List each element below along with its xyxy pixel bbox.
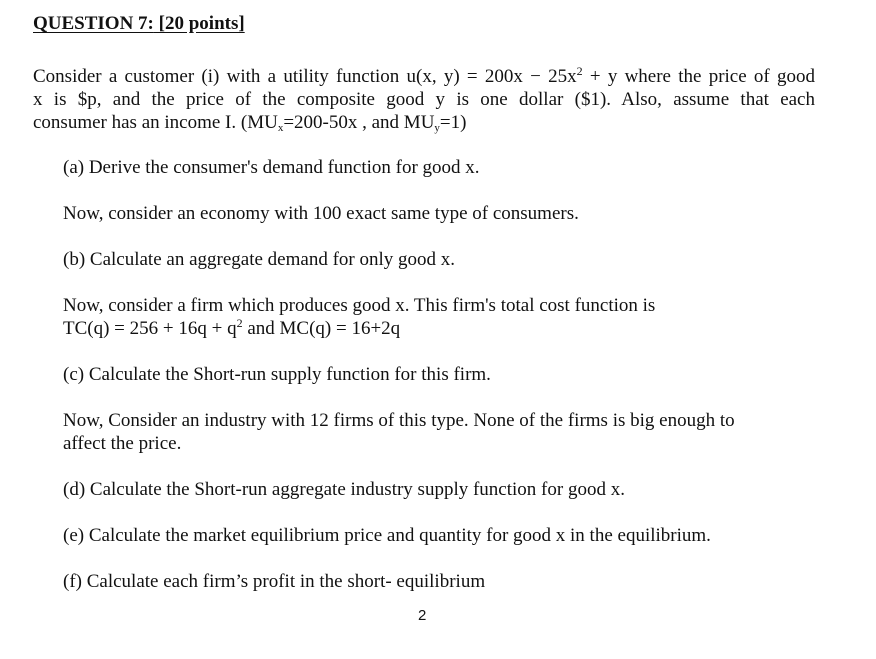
intro-paragraph bbox=[33, 65, 815, 134]
part-b: (b) Calculate an aggregate demand for only good x. bbox=[63, 249, 455, 270]
cost-function-text-b: and MC(q) = 16+2q bbox=[242, 318, 401, 339]
intro-line-3-subscript-x: x bbox=[277, 122, 284, 134]
intro-line-3-text-a: consumer has an income I. (MU bbox=[33, 112, 278, 133]
question-heading bbox=[33, 13, 245, 35]
intro-line-3-text-c: =1) bbox=[439, 112, 467, 133]
part-e: (e) Calculate the market equilibrium price and quantity for good x in the equilibrium. bbox=[63, 525, 711, 546]
intro-line-3-subscript-y: y bbox=[434, 122, 440, 134]
question-points: [20 points] bbox=[153, 13, 245, 34]
intro-line-2: x is $p, and the price of the composite good y is one dollar ($1). Also, assume that each bbox=[33, 89, 815, 110]
firm-context-line-1: Now, consider a firm which produces good x. This firm's total cost function is bbox=[63, 295, 656, 316]
firm-context-line-2 bbox=[63, 318, 400, 340]
intro-line-1-superscript: 2 bbox=[576, 64, 583, 78]
cost-function-text-a: TC(q) = 256 + 16q + q bbox=[63, 318, 237, 339]
page-number: 2 bbox=[418, 607, 427, 624]
part-a: (a) Derive the consumer's demand function for good x. bbox=[63, 157, 480, 178]
intro-line-3-text-b: =200-50x , and MU bbox=[283, 112, 435, 133]
part-d: (d) Calculate the Short-run aggregate industry supply function for good x. bbox=[63, 479, 625, 500]
intro-line-1-text-a: Consider a customer (i) with a utility function u(x, y) = 200x − 25x bbox=[33, 66, 577, 87]
economy-context: Now, consider an economy with 100 exact same type of consumers. bbox=[63, 203, 579, 224]
industry-context-line-2: affect the price. bbox=[63, 433, 182, 454]
intro-line-3 bbox=[33, 111, 815, 134]
industry-context-line-1: Now, Consider an industry with 12 firms of this type. None of the firms is big enough to bbox=[63, 410, 735, 431]
part-f: (f) Calculate each firm’s profit in the short- equilibrium bbox=[63, 571, 486, 592]
intro-line-1 bbox=[33, 65, 815, 88]
cost-function-superscript: 2 bbox=[236, 316, 243, 330]
question-label: QUESTION 7: bbox=[33, 13, 154, 34]
intro-line-1-text-b: + y where the price of good bbox=[582, 66, 815, 87]
part-c: (c) Calculate the Short-run supply function for this firm. bbox=[63, 364, 491, 385]
